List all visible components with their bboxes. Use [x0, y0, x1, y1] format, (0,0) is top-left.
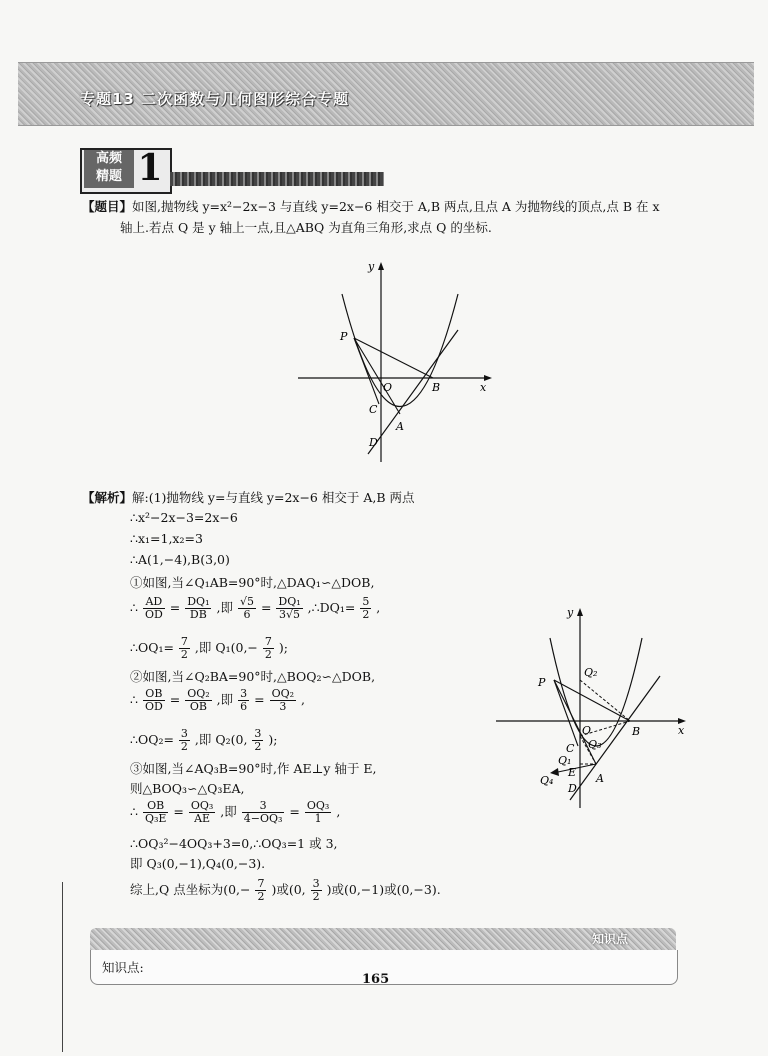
- case2-frac-ob-od: [143, 688, 165, 713]
- fig1-label-a: A: [396, 420, 404, 433]
- frac-num: 7: [264, 635, 272, 648]
- fig1-label-y: y: [368, 260, 375, 273]
- summary-end: )或(0,−1)或(0,−3).: [326, 882, 441, 897]
- case1-ratio-row: [130, 596, 380, 621]
- summary-frac-7-2: [255, 878, 266, 903]
- case1-r2-end: );: [278, 640, 288, 655]
- frac-den: 2: [264, 648, 272, 661]
- case2-frac-3-2: [179, 728, 190, 753]
- frac-den: 2: [312, 890, 320, 903]
- frac-den: 3: [279, 700, 287, 713]
- fig2-label-a: A: [596, 772, 604, 785]
- frac-num: OQ₂: [187, 687, 210, 700]
- frac-den: AE: [194, 812, 211, 825]
- knowledge-band: [90, 928, 676, 950]
- case3-result: 即 Q₃(0,−1),Q₄(0,−3).: [130, 856, 266, 871]
- case1-r2-pre: ∴OQ₁=: [130, 640, 174, 655]
- case1-frac-7-2: [179, 636, 190, 661]
- fig2-seg-pc: [554, 680, 578, 746]
- fig2-label-q4: Q₄: [540, 774, 554, 787]
- case3-frac-oq3-ae: [189, 800, 215, 825]
- case2-r2-end: );: [268, 732, 278, 747]
- fig1-label-b: B: [432, 381, 441, 394]
- summary-frac-3-2: [311, 878, 322, 903]
- frac-num: OQ₂: [271, 687, 295, 700]
- frac-den: 2: [180, 648, 188, 661]
- frac-num: OB: [143, 688, 165, 701]
- frac-den: 6: [243, 608, 251, 621]
- frac-den: 2: [362, 608, 370, 621]
- fig1-label-c: C: [369, 403, 378, 416]
- case3-r1-end: ,: [336, 804, 341, 819]
- frac-num: 3: [180, 727, 188, 740]
- fig2-label-e: E: [568, 766, 577, 779]
- fig2-label-q1: Q₁: [558, 754, 572, 767]
- fig1-parabola: [342, 294, 458, 407]
- fig2-dash-q2b: [580, 680, 630, 721]
- frac-den: DB: [189, 608, 207, 621]
- fig2-label-b: B: [632, 725, 641, 738]
- case3-r1-pre: ∴: [130, 804, 138, 819]
- case1-r1-res: ,∴DQ₁=: [307, 600, 356, 615]
- frac-den: OB: [189, 700, 208, 713]
- frac-num: 3: [242, 800, 285, 813]
- case3-frac-3-4oq3: [242, 800, 285, 825]
- fig1-label-x: x: [480, 381, 487, 394]
- case1-frac-sqrt5-6: [238, 596, 256, 621]
- margin-rule: [62, 882, 63, 1052]
- case2-frac-oq2-ob: [185, 688, 211, 713]
- chapter-title: 专题13 二次函数与几何图形综合专题: [80, 90, 350, 108]
- frac-den: OD: [144, 608, 163, 621]
- case1-text: ①如图,当∠Q₁AB=90°时,△DAQ₁∽△DOB,: [130, 575, 375, 590]
- case1-result-row: [130, 636, 288, 661]
- frac-num: 3: [240, 687, 248, 700]
- case2-ratio-row: [130, 688, 305, 713]
- case1-r1-pre: ∴: [130, 600, 138, 615]
- fig2-label-x: x: [678, 724, 685, 737]
- fig2-parabola: [550, 638, 642, 746]
- fig2-label-p: P: [538, 676, 546, 689]
- badge-label: [84, 150, 134, 188]
- equals-sign: =: [169, 692, 181, 707]
- problem-line-1: [82, 198, 660, 216]
- page-number: 165: [362, 972, 390, 987]
- equals-sign: =: [169, 600, 181, 615]
- frac-num: AD: [143, 596, 165, 609]
- case3-similarity: 则△BOQ₃∽△Q₃EA,: [130, 781, 245, 796]
- frac-den: 2: [257, 890, 265, 903]
- knowledge-tag: 知识点: [592, 932, 629, 946]
- frac-num: 5: [362, 595, 370, 608]
- problem-text-1: 如图,抛物线 y=x²−2x−3 与直线 y=2x−6 相交于 A,B 两点,且点 A 为抛物线的顶点,点 B 在 x: [132, 199, 660, 214]
- frac-num: OB: [143, 800, 168, 813]
- case1-frac-7-2b: [263, 636, 274, 661]
- case2-r2-mid: ,即 Q₂(0,: [194, 732, 248, 747]
- fig2-label-q3: Q₃: [588, 738, 602, 751]
- frac-den: 2: [254, 740, 262, 753]
- problem-line-2: 轴上.若点 Q 是 y 轴上一点,且△ABQ 为直角三角形,求点 Q 的坐标.: [120, 220, 492, 235]
- equals-sign: =: [254, 692, 265, 707]
- problem-label: 【题目】: [82, 199, 133, 214]
- frac-num: OQ₃: [306, 799, 330, 812]
- fig2-label-y: y: [567, 606, 574, 619]
- badge-decoration: [170, 172, 384, 186]
- frac-den: OD: [144, 700, 163, 713]
- badge-label-line1: 高频: [95, 151, 122, 166]
- case2-frac-oq2-3: [270, 688, 296, 713]
- frac-den: 6: [240, 700, 248, 713]
- frac-num: √5: [239, 595, 254, 608]
- fig1-label-p: P: [340, 330, 348, 343]
- case2-r1-pre: ∴: [130, 692, 138, 707]
- case2-frac-3-2b: [252, 728, 263, 753]
- fig1-label-o: O: [383, 381, 393, 394]
- case2-r1-mid: ,即: [216, 692, 234, 707]
- frac-num: 7: [180, 635, 188, 648]
- summary-pre: 综上,Q 点坐标为(0,−: [130, 882, 251, 897]
- solution-eq-2: ∴x₁=1,x₂=3: [130, 531, 203, 546]
- solution-label: 【解析】: [82, 490, 133, 505]
- equals-sign: =: [289, 804, 300, 819]
- case2-r1-end: ,: [301, 692, 306, 707]
- case2-r2-pre: ∴OQ₂=: [130, 732, 174, 747]
- case1-r2-mid: ,即 Q₁(0,−: [194, 640, 258, 655]
- frac-den: 1: [314, 812, 322, 825]
- frac-num: OQ₃: [190, 799, 214, 812]
- solution-intro-line: [82, 488, 415, 506]
- frac-num: 7: [257, 877, 265, 890]
- equals-sign: =: [260, 600, 272, 615]
- fig1-y-arrow: [378, 262, 384, 270]
- fig2-label-o: O: [582, 724, 592, 737]
- fig2-label-q2: Q₂: [584, 666, 598, 679]
- fig2-seg-pa: [554, 680, 596, 764]
- solution-eq-1: ∴x²−2x−3=2x−6: [130, 510, 238, 525]
- fig1-label-d: D: [369, 436, 378, 449]
- case1-frac-dq1-db: [185, 596, 211, 621]
- fig2-label-d: D: [568, 782, 577, 795]
- summary-row: [130, 878, 441, 903]
- badge-number: 1: [137, 147, 163, 189]
- case2-frac-3-6: [238, 688, 249, 713]
- figure-1: [292, 258, 512, 468]
- equals-sign: =: [173, 804, 184, 819]
- case3-ratio-row: [130, 800, 340, 825]
- case2-text: ②如图,当∠Q₂BA=90°时,△BOQ₂∽△DOB,: [130, 669, 376, 684]
- frac-num: DQ₁: [187, 595, 210, 608]
- case3-frac-oq3-1: [305, 800, 331, 825]
- fig2-seg-pb: [554, 680, 630, 721]
- case1-frac-dq1-3sqrt5: [276, 596, 302, 621]
- frac-den: Q₃E: [144, 812, 167, 825]
- fig2-y-arrow: [577, 608, 583, 616]
- case3-equation: ∴OQ₃²−4OQ₃+3=0,∴OQ₃=1 或 3,: [130, 836, 338, 851]
- solution-intro: 解:(1)抛物线 y=与直线 y=2x−6 相交于 A,B 两点: [132, 490, 415, 505]
- frac-den: 4−OQ₃: [243, 812, 283, 825]
- figure-2: [492, 604, 692, 814]
- case1-frac-5-2: [360, 596, 371, 621]
- case1-r1-end: ,: [376, 600, 381, 615]
- case1-frac-ad-od: [143, 596, 165, 621]
- case3-r1-mid: ,即: [220, 804, 237, 819]
- frac-num: 3: [312, 877, 320, 890]
- badge-label-line2: 精题: [95, 169, 122, 184]
- frac-den: 3√5: [279, 608, 301, 621]
- case2-result-row: [130, 728, 277, 753]
- case3-frac-ob-q3e: [143, 800, 168, 825]
- fig1-seg-pc: [354, 338, 379, 404]
- solution-eq-3: ∴A(1,−4),B(3,0): [130, 552, 230, 567]
- summary-mid: )或(0,: [271, 882, 306, 897]
- frac-den: 2: [180, 740, 188, 753]
- knowledge-label: 知识点:: [102, 960, 144, 975]
- frac-num: DQ₁: [278, 595, 301, 608]
- fig2-label-c: C: [566, 742, 575, 755]
- frac-num: 3: [254, 727, 262, 740]
- case3-text: ③如图,当∠AQ₃B=90°时,作 AE⊥y 轴于 E,: [130, 761, 377, 776]
- case1-r1-mid: ,即: [216, 600, 233, 615]
